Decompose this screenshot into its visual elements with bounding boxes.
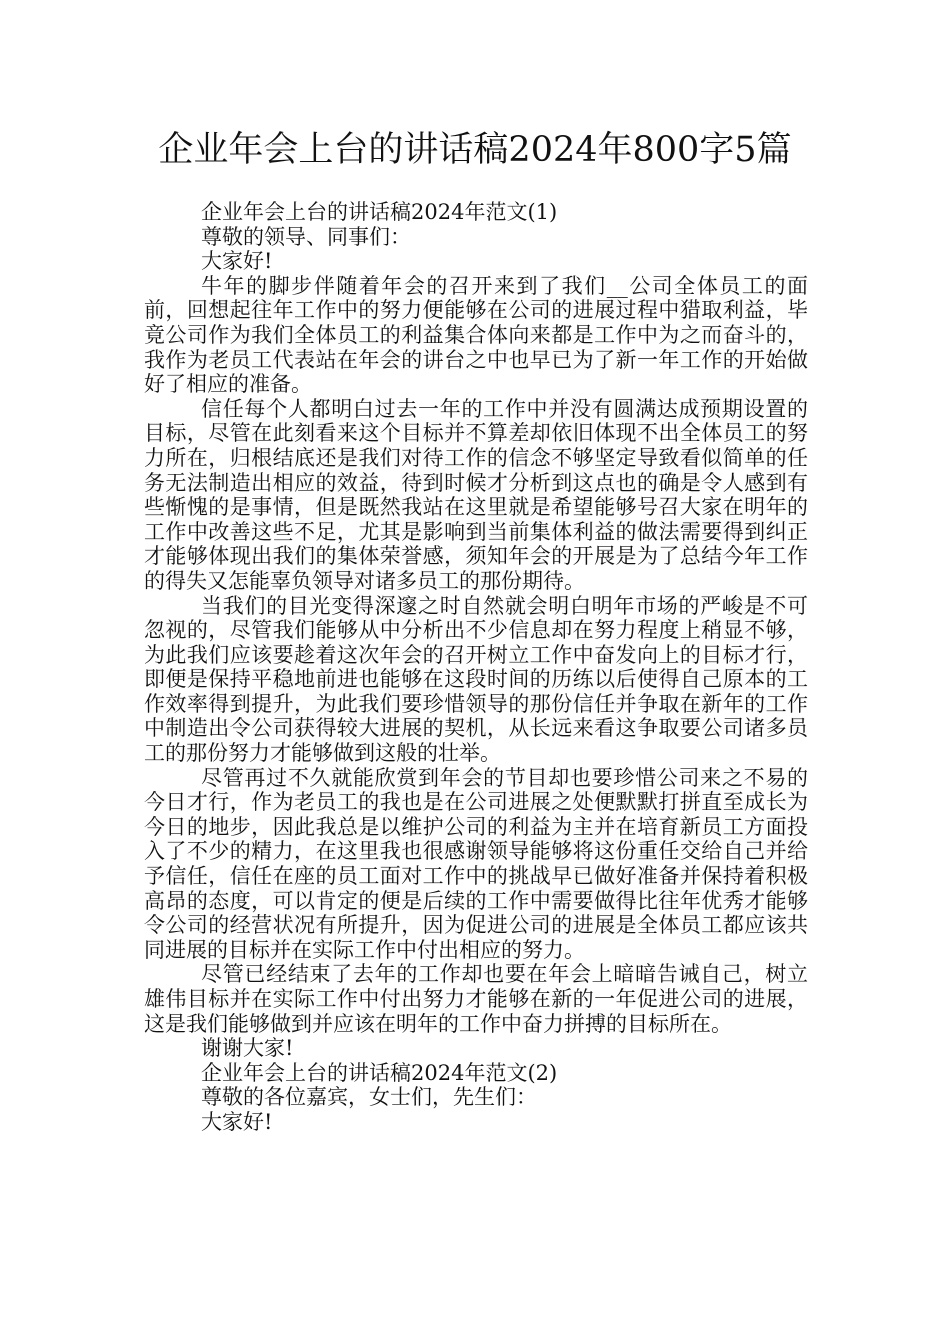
document-title: 企业年会上台的讲话稿2024年800字5篇: [158, 130, 792, 170]
section-1-closing: 谢谢大家!: [201, 1036, 294, 1061]
section-1-paragraph-1: 牛年的脚步伴随着年会的召开来到了我们__公司全体员工的面前，回想起往年工作中的努力便能够在公司的进展过程中猎取利益，毕竟公司作为我们全体员工的利益集合体向来都是工作中为之而奋斗的，我作为老员工代表站在年会的讲台之中也早已为了新一年工作的开始做好了相应的准备。: [144, 273, 808, 397]
section-2-salutation: 尊敬的各位嘉宾，女士们，先生们：: [201, 1085, 537, 1110]
section-1-salutation: 尊敬的领导、同事们：: [201, 224, 411, 249]
section-1-paragraph-2: 信任每个人都明白过去一年的工作中并没有圆满达成预期设置的目标，尽管在此刻看来这个目标并不算差却依旧体现不出全体员工的努力所在，归根结底还是我们对待工作的信念不够坚定导致看似简单的任务无法制造出相应的效益，待到时候才分析到这点也的确是令人感到有些惭愧的是事情，但是既然我站在这里就是希望能够号召大家在明年的工作中改善这些不足，尤其是影响到当前集体利益的做法需要得到纠正才能够体现出我们的集体荣誉感，须知年会的开展是为了总结今年工作的得失又怎能辜负领导对诸多员工的那份期待。: [144, 396, 808, 593]
section-1-greeting: 大家好!: [201, 249, 273, 274]
section-2-greeting: 大家好!: [201, 1109, 273, 1134]
section-1-paragraph-3: 当我们的目光变得深邃之时自然就会明白明年市场的严峻是不可忽视的，尽管我们能够从中分析出不少信息却在努力程度上稍显不够，为此我们应该要趁着这次年会的召开树立工作中奋发向上的目标才行，即便是保持平稳地前进也能够在这段时间的历练以后使得自己原本的工作效率得到提升，为此我们要珍惜领导的那份信任并争取在新年的工作中制造出令公司获得较大进展的契机，从长远来看这争取要公司诸多员工的那份努力才能够做到这般的壮举。: [144, 593, 808, 766]
document-body: [144, 200, 808, 1135]
section-1-paragraph-4: 尽管再过不久就能欣赏到年会的节目却也要珍惜公司来之不易的今日才行，作为老员工的我也是在公司进展之处便默默打拼直至成长为今日的地步，因此我总是以维护公司的利益为主并在培育新员工方面投入了不少的精力，在这里我也很感谢领导能够将这份重任交给自己并给予信任，信任在座的员工面对工作中的挑战早已做好准备并保持着积极高昂的态度，可以肯定的便是后续的工作中需要做得比往年优秀才能够令公司的经营状况有所提升，因为促进公司的进展是全体员工都应该共同进展的目标并在实际工作中付出相应的努力。: [144, 765, 808, 962]
section-2-heading: 企业年会上台的讲话稿2024年范文(2): [201, 1060, 558, 1085]
section-1-heading: 企业年会上台的讲话稿2024年范文(1): [201, 200, 558, 224]
section-1-paragraph-5: 尽管已经结束了去年的工作却也要在年会上暗暗告诫自己，树立雄伟目标并在实际工作中付出努力才能够在新的一年促进公司的进展，这是我们能够做到并应该在明年的工作中奋力拼搏的目标所在。: [144, 962, 808, 1036]
